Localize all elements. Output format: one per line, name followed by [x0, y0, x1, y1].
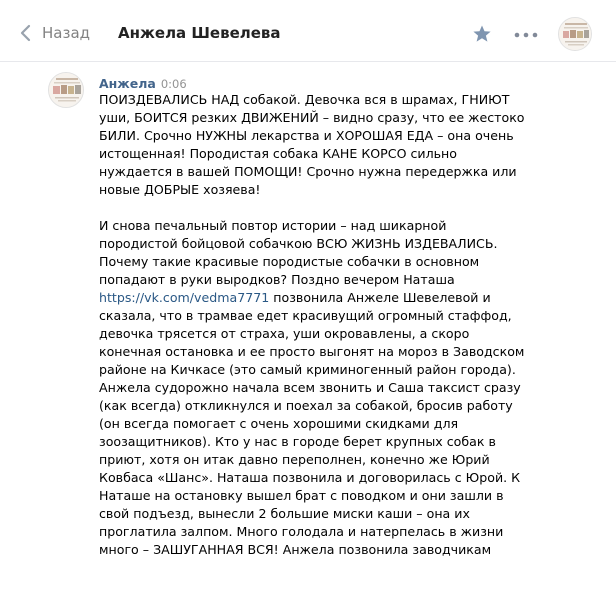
paragraph-spacer: [99, 199, 529, 217]
avatar-image: [559, 18, 592, 51]
message-text-part: позвонила Анжеле Шевелевой и сказала, что в трамвае едет красивущий огромный стаффод, девочка трясется от страха, уши окровавлены, а скоро конечная остановка и ее просто выгонят на мороз в Заводском районе на Кичкасе (это самый криминогенный район города). Анжела судорожно начала всем звонить и Саша таксист сразу (как всегда) откликнулся и поехал за собакой, бросив работу (он всегда помогает с очень хорошими скидками для зоозащитников). Кто у нас в городе берет крупных собак в приют, хотя он итак давно переполнен, конечно же Юрий Ковбаса «Шанс». Наташа позвонила и договорилась с Юрой. К Наташе на остановку вышел брат с поводком и они зашли в свой подъезд, вынесли 2 большие миски каши – она их проглатила залпом. Много голодала и натерпелась в жизни много – ЗАШУГАННАЯ ВСЯ! Анжела позвонила заводчикам: [99, 290, 525, 557]
back-button[interactable]: [18, 22, 90, 44]
page-title: Анжела Шевелева: [118, 24, 281, 42]
star-icon[interactable]: [472, 24, 492, 44]
message-time[interactable]: 0:06: [160, 77, 187, 91]
message-text: [99, 91, 529, 559]
more-icon[interactable]: [514, 32, 538, 38]
back-label: Назад: [42, 24, 91, 42]
avatar[interactable]: [558, 17, 592, 51]
avatar-image: [49, 73, 84, 108]
message-paragraph: [99, 217, 529, 559]
message-paragraph: ПОИЗДЕВАЛИСЬ НАД собакой. Девочка вся в шрамах, ГНИЮТ уши, БОИТСЯ резких ДВИЖЕНИЙ – видно сразу, что ее жестоко БИЛИ. Срочно НУЖНЫ лекарства и ХОРОШАЯ ЕДА – она очень истощенная! Породистая собака КАНЕ КОРСО сильно нуждается в вашей ПОМОЩИ! Срочно нужна передержка или новые ДОБРЫЕ хозяева!: [99, 92, 525, 197]
message-author-avatar[interactable]: [48, 72, 84, 108]
message-meta: [99, 73, 187, 91]
message-author[interactable]: Анжела: [99, 76, 156, 91]
profile-link[interactable]: https://vk.com/vedma7771: [99, 290, 270, 305]
message-text-part: И снова печальный повтор истории – над шикарной породистой бойцовой собачкою ВСЮ ЖИЗНЬ ИЗДЕВАЛИСЬ. Почему такие красивые породистые собачки в основном попадают в руки выродков? Поздно вечером Наташа: [99, 218, 498, 287]
dialog-header: [0, 0, 616, 62]
back-arrow-icon: [18, 24, 32, 42]
